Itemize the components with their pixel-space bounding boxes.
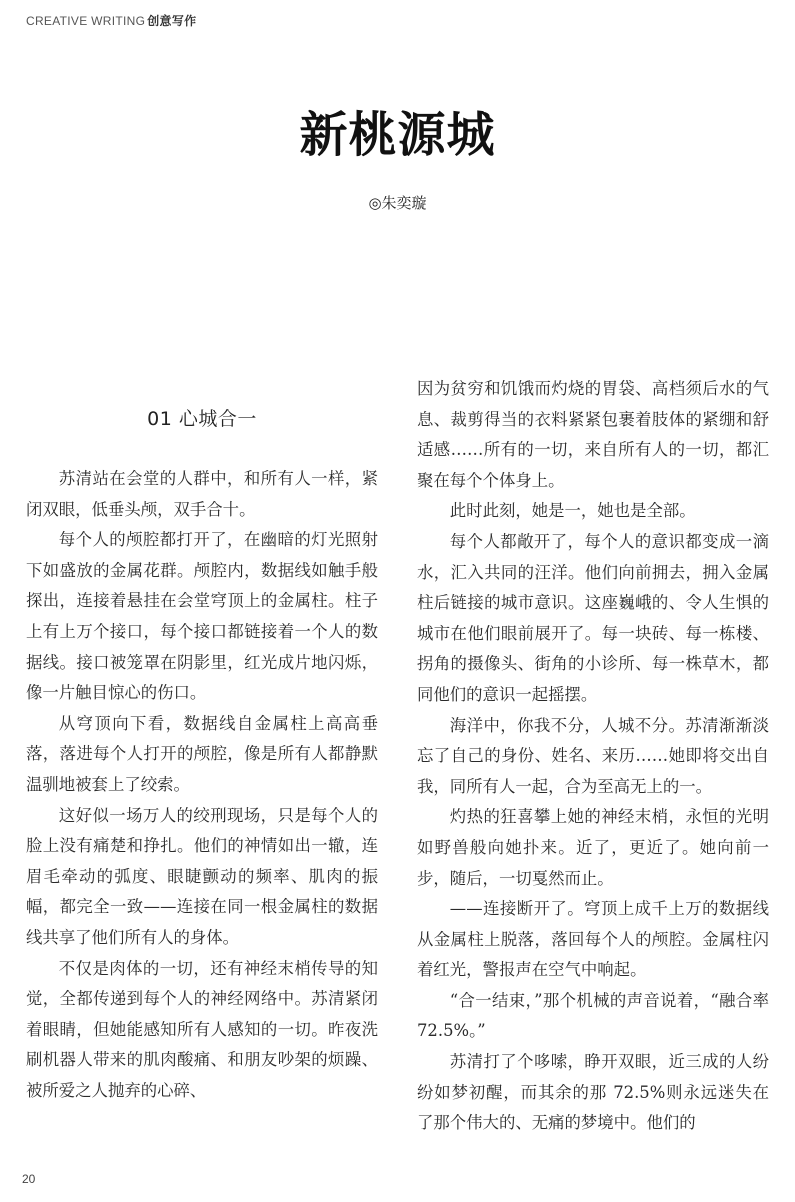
paragraph: 此时此刻，她是一，她也是全部。 — [449, 501, 696, 521]
paragraph: “合一结束，”那个机械的声音说着，“融合率 72.5%。” — [417, 990, 769, 1041]
paragraph: 每个人的颅腔都打开了，在幽暗的灯光照射下如盛放的金属花群。颅腔内，数据线如触手般探出，连接着悬挂在会堂穹顶上的金属柱。柱子上有上万个接口，每个接口都链接着一个人的数据线。接口被笼罩在阴影里，红光成片地闪烁，像一片触目惊心的伤口。 — [26, 530, 378, 703]
paragraph: ——连接断开了。穹顶上成千上万的数据线从金属柱上脱落，落回每个人的颅腔。金属柱闪着红光，警报声在空气中响起。 — [417, 899, 769, 980]
paragraph: 每个人都敞开了，每个人的意识都变成一滴水，汇入共同的汪洋。他们向前拥去，拥入金属柱后链接的城市意识。这座巍峨的、令人生惧的城市在他们眼前展开了。每一块砖、每一栋楼、拐角的摄像头、街角的小诊所、每一株草木，都同他们的意识一起摇摆。 — [417, 531, 769, 704]
header-section-cn: 创意写作 — [147, 14, 197, 28]
paragraph: 从穹顶向下看，数据线自金属柱上高高垂落，落进每个人打开的颅腔，像是所有人都静默温驯地被套上了绞索。 — [26, 713, 378, 794]
paragraph-continuation: 因为贫穷和饥饿而灼烧的胃袋、高档须后水的气息、裁剪得当的衣料紧紧包裹着肢体的紧绷和舒适感……所有的一切，来自所有人的一切，都汇聚在每个个体身上。 — [417, 379, 769, 490]
page-number: 20 — [22, 1172, 36, 1186]
running-header — [26, 12, 196, 29]
left-column — [26, 464, 378, 1106]
paragraph: 这好似一场万人的绞刑现场，只是每个人的脸上没有痛楚和挣扎。他们的神情如出一辙，连眉毛牵动的弧度、眼睫颤动的频率、肌肉的振幅，都完全一致——连接在同一根金属柱的数据线共享了他们所有人的身体。 — [26, 805, 378, 947]
paragraph: 灼热的狂喜攀上她的神经末梢，永恒的光明如野兽般向她扑来。近了，更近了。她向前一步，随后，一切戛然而止。 — [417, 807, 769, 888]
section-heading: 01 心城合一 — [147, 408, 257, 430]
paragraph: 海洋中，你我不分，人城不分。苏清渐渐淡忘了自己的身份、姓名、来历……她即将交出自我，同所有人一起，合为至高无上的一。 — [417, 715, 769, 796]
paragraph: 苏清打了个哆嗦，睁开双眼，近三成的人纷纷如梦初醒，而其余的那 72.5%则永远迷失在了那个伟大的、无痛的梦境中。他们的 — [417, 1052, 769, 1133]
article-author: ◎朱奕璇 — [368, 194, 427, 212]
header-section-en: CREATIVE WRITING — [26, 14, 146, 28]
article-title: 新桃源城 — [299, 107, 496, 163]
paragraph: 苏清站在会堂的人群中，和所有人一样，紧闭双眼，低垂头颅，双手合十。 — [26, 469, 378, 519]
paragraph: 不仅是肉体的一切，还有神经末梢传导的知觉，全都传递到每个人的神经网络中。苏清紧闭着眼睛，但她能感知所有人感知的一切。昨夜洗刷机器人带来的肌肉酸痛、和朋友吵架的烦躁、被所爱之人抛弃的心碎、 — [26, 958, 378, 1100]
right-column — [417, 374, 769, 1139]
